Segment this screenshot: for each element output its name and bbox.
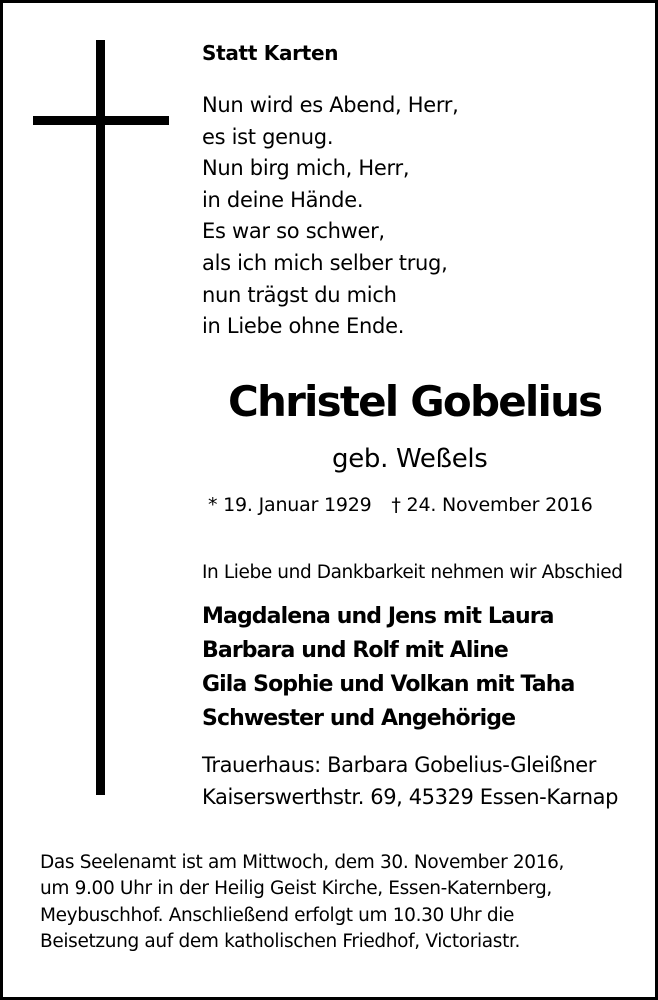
farewell-line: In Liebe und Dankbarkeit nehmen wir Abschied [202,562,623,583]
cross-horizontal-bar [33,116,169,125]
house-line: Kaiserswerthstr. 69, 45329 Essen-Karnap [202,785,618,809]
service-line: um 9.00 Uhr in der Heilig Geist Kirche, Essen-Katernberg, [40,878,552,900]
cross-vertical-bar [96,40,105,795]
deceased-name: Christel Gobelius [228,377,602,426]
birth-date: * 19. Januar 1929 [208,494,372,516]
life-dates [208,494,593,516]
poem-line: in Liebe ohne Ende. [202,314,405,339]
poem-line: nun trägst du mich [202,282,397,307]
death-date: † 24. November 2016 [391,494,593,516]
mourner-line: Schwester und Angehörige [202,706,516,731]
statt-karten-label: Statt Karten [202,41,339,65]
mourners-list [202,600,574,736]
poem-line: es ist genug. [202,124,334,149]
poem-line: Nun birg mich, Herr, [202,156,410,181]
poem-line: in deine Hände. [202,187,364,212]
mourner-line: Gila Sophie und Volkan mit Taha [202,672,575,697]
poem [202,90,459,343]
poem-line: Nun wird es Abend, Herr, [202,93,459,117]
house-line: Trauerhaus: Barbara Gobelius-Gleißner [202,753,596,777]
service-info [40,850,564,955]
poem-line: als ich mich selber trug, [202,250,448,275]
mourner-line: Barbara und Rolf mit Aline [202,638,508,663]
service-line: Beisetzung auf dem katholischen Friedhof, Victoriastr. [40,930,521,952]
house-of-mourning [202,749,618,813]
mourner-line: Magdalena und Jens mit Laura [202,604,554,629]
poem-line: Es war so schwer, [202,219,385,244]
service-line: Meybuschhof. Anschließend erfolgt um 10.30 Uhr die [40,904,515,926]
service-line: Das Seelenamt ist am Mittwoch, dem 30. November 2016, [40,852,565,873]
deceased-birth-name: geb. Weßels [332,444,488,474]
